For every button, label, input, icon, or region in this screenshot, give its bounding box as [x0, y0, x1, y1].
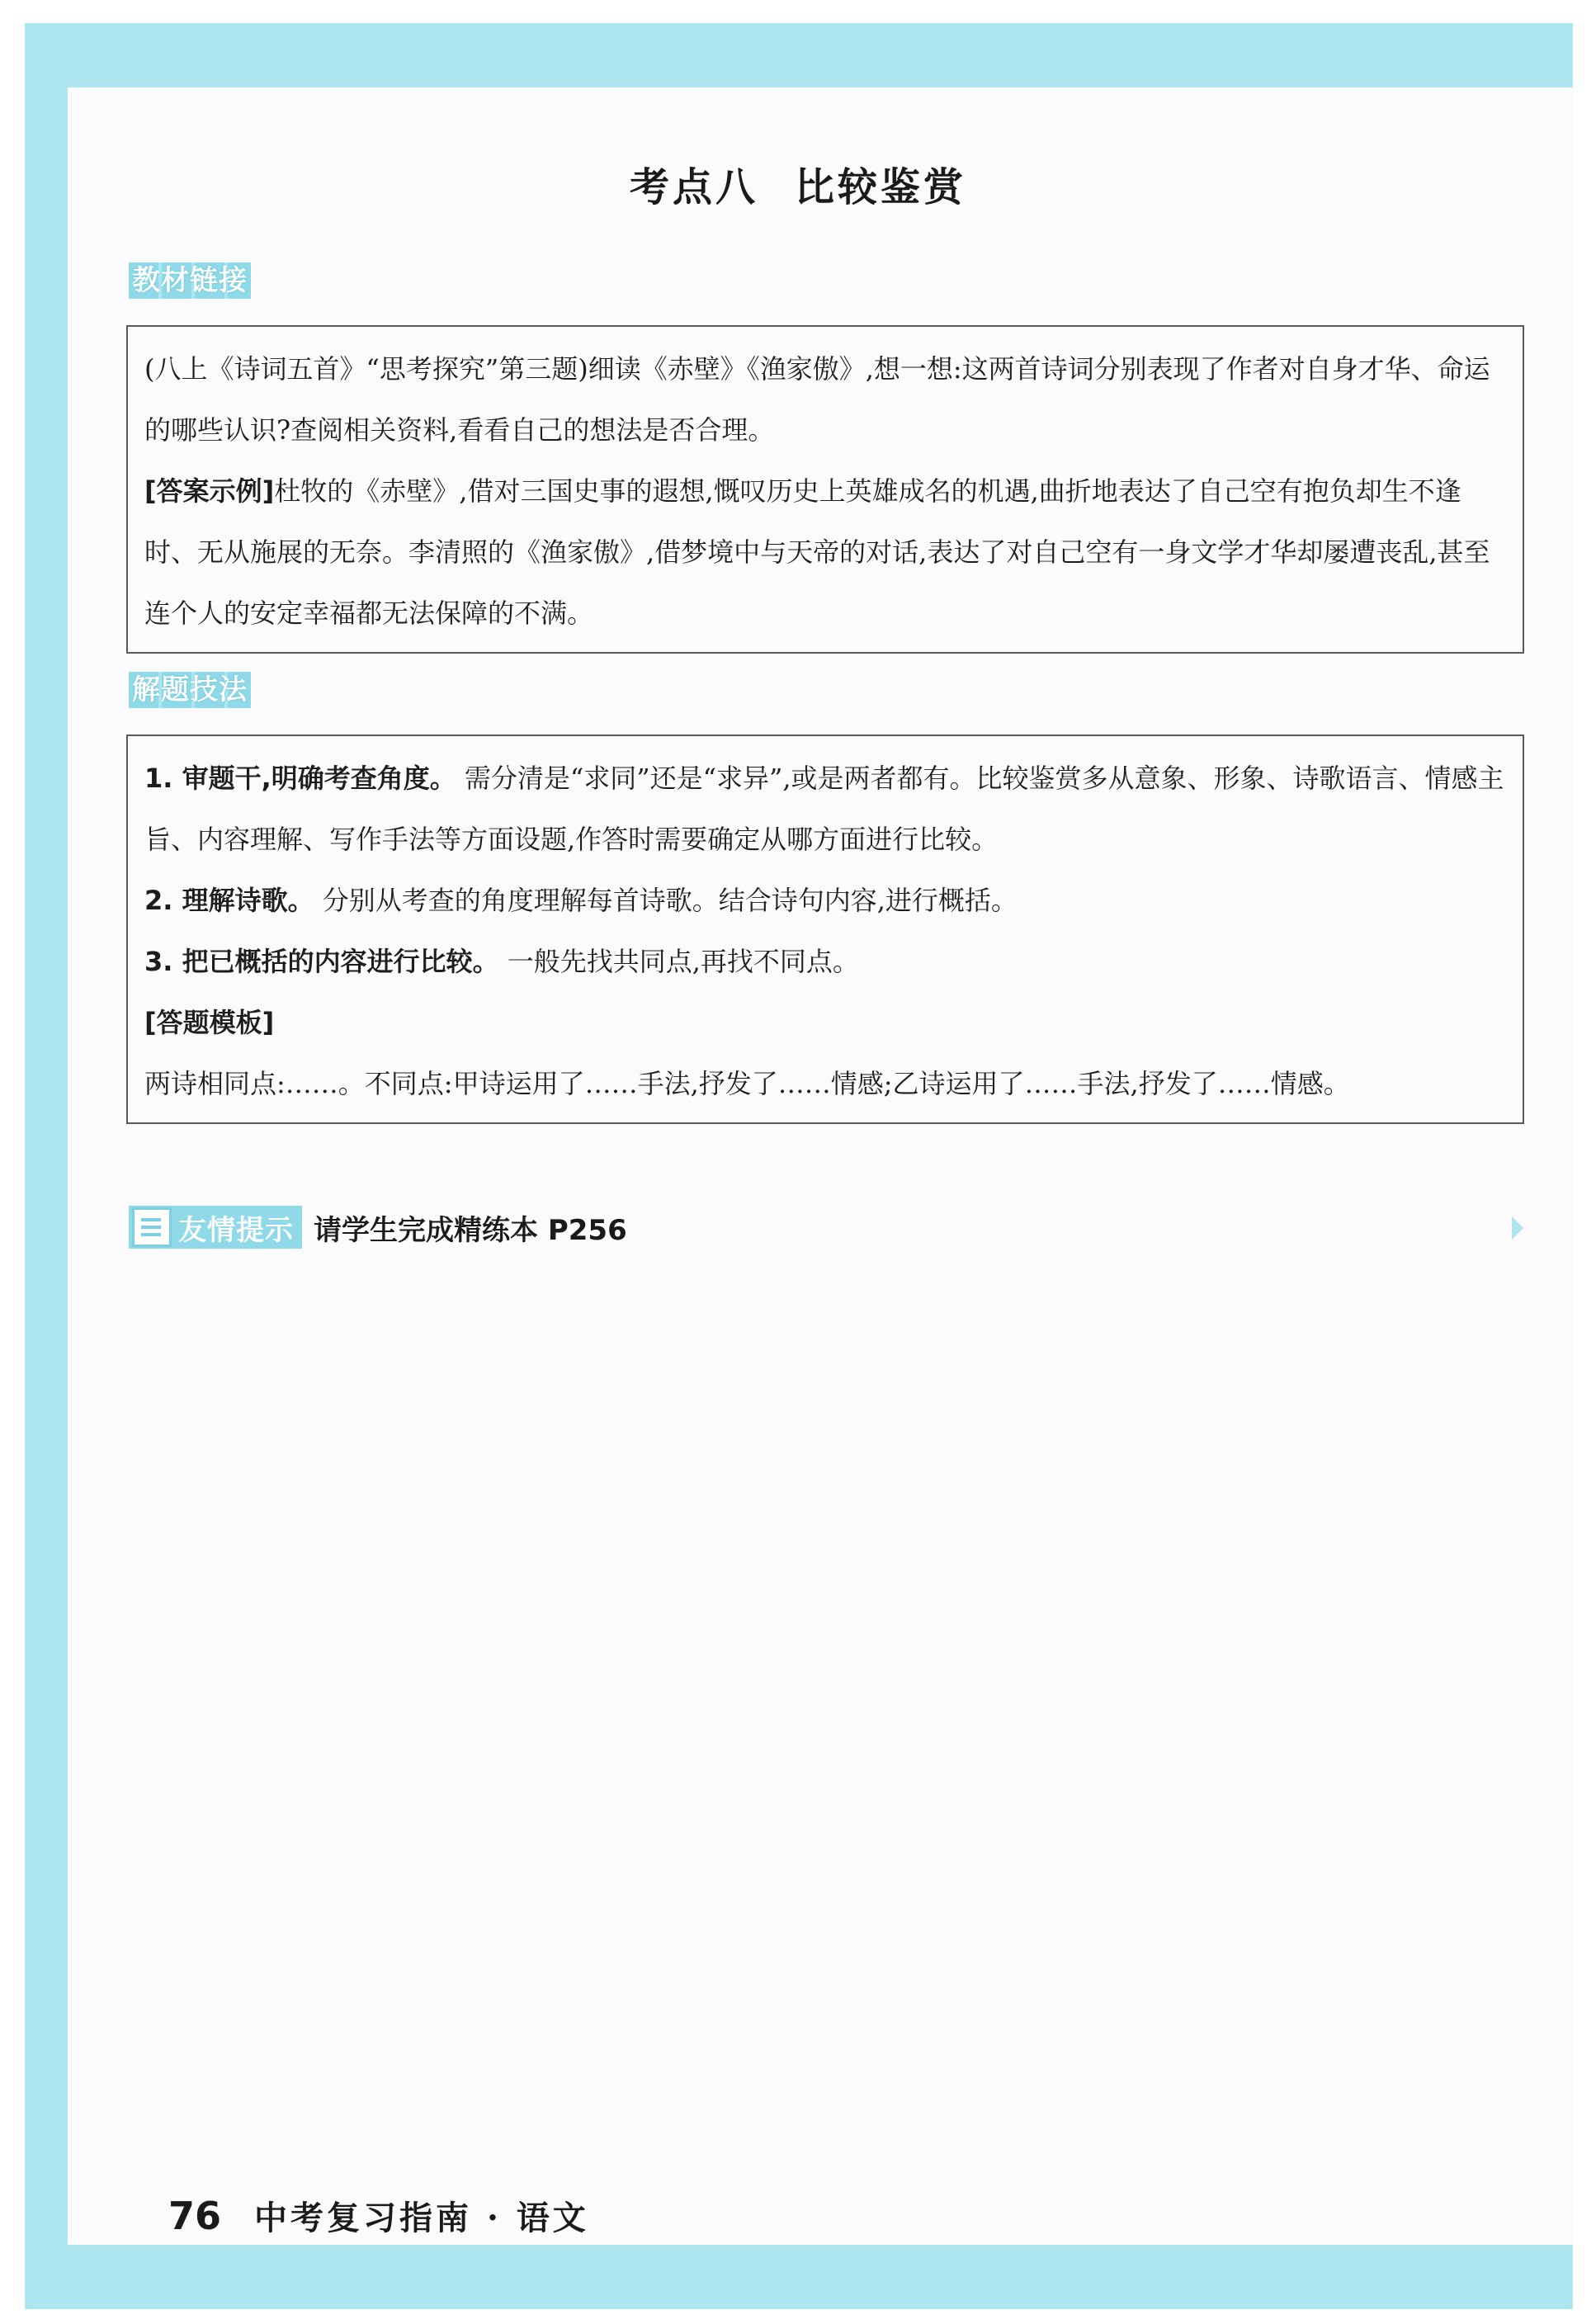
textbook-question: (八上《诗词五首》“思考探究”第三题)细读《赤壁》《渔家傲》,想一想:这两首诗词分别表现了作者对自身才华、命运的哪些认识?查阅相关资料,看看自己的想法是否合理。 — [144, 353, 1490, 446]
solving-method-box — [126, 735, 1524, 1124]
step-title: 3. 把已概括的内容进行比较。 — [144, 946, 499, 977]
step-title: 2. 理解诗歌。 — [144, 885, 314, 916]
page-frame-top — [25, 23, 1573, 87]
answer-template-text: 两诗相同点:……。不同点:甲诗运用了……手法,抒发了……情感;乙诗运用了……手法,抒发了……情感。 — [144, 1068, 1350, 1099]
step-text: 需分清是“求同”还是“求异”,或是两者都有。比较鉴赏多从意象、形象、诗歌语言、情感主旨、内容理解、写作手法等方面设题,作答时需要确定从哪方面进行比较。 — [144, 763, 1504, 855]
answer-example-text: 杜牧的《赤壁》,借对三国史事的遐想,慨叹历史上英雄成名的机遇,曲折地表达了自己空有抱负却生不逢时、无从施展的无奈。李清照的《渔家傲》,借梦境中与天帝的对话,表达了对自己空有一身文学才华却屡遭丧乱,甚至连个人的安定幸福都无法保障的不满。 — [144, 475, 1490, 629]
section-label-solving-method: 解题技法 — [129, 672, 251, 708]
step-item — [144, 931, 1506, 992]
answer-example-tag: [答案示例] — [144, 475, 275, 507]
step-title: 1. 审题干,明确考查角度。 — [144, 763, 456, 794]
textbook-answer — [144, 461, 1506, 644]
arrow-right-icon — [1512, 1216, 1523, 1240]
page-title — [0, 155, 1596, 212]
answer-template-tag: [答题模板] — [144, 1007, 275, 1038]
step-item — [144, 748, 1506, 870]
page-footer — [168, 2192, 589, 2239]
notepad-icon — [132, 1207, 172, 1247]
title-part-1: 考点八 — [629, 164, 758, 210]
tip-text: 请学生完成精练本 P256 — [314, 1213, 627, 1247]
friendly-tip — [129, 1203, 627, 1251]
step-text: 分别从考查的角度理解每首诗歌。结合诗句内容,进行概括。 — [322, 885, 1018, 916]
step-item — [144, 870, 1506, 931]
book-title: 中考复习指南 · 语文 — [254, 2199, 589, 2237]
title-part-2: 比较鉴赏 — [795, 164, 967, 210]
page-frame-left — [25, 23, 68, 2309]
page-frame-bottom — [25, 2245, 1573, 2309]
tip-label: 友情提示 — [178, 1213, 294, 1247]
textbook-link-box — [126, 325, 1524, 654]
step-text: 一般先找共同点,再找不同点。 — [507, 946, 859, 977]
tip-badge — [129, 1206, 302, 1249]
section-label-textbook-link: 教材链接 — [129, 262, 251, 299]
page-number: 76 — [168, 2194, 222, 2238]
